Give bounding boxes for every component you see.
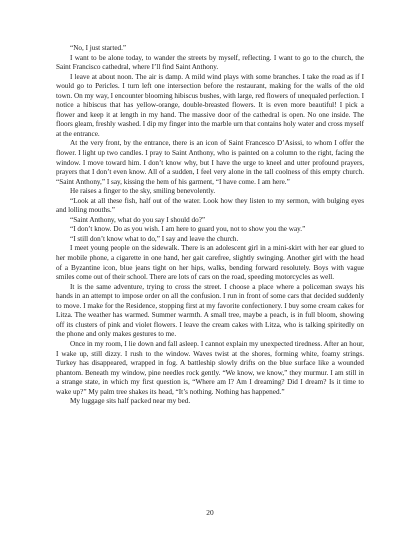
paragraph: My luggage sits half packed near my bed. (70, 397, 191, 406)
page-number: 20 (206, 508, 214, 517)
body-text (56, 44, 364, 407)
paragraph: I meet young people on the sidewalk. There is an adolescent girl in a mini-skirt with her ear glued to her mobile phone, a cigarette in one hand, her gait carefree, slightly swinging. Another girl with the head of a Byzantine icon, blue jeans tight on her hips, walks, bending forward resolutely. Boys with vague smiles come out of their school. There are lots of cars on the road, speeding motorcycles as well. (56, 244, 364, 282)
paragraph: “No, I just started.” (70, 44, 127, 52)
paragraph: “I don’t know. Do as you wish. I am here to guard you, not to show you the way.” (70, 225, 306, 234)
paragraph: I want to be alone today, to wander the streets by myself, reflecting. I want to go to the church, the Saint Francisco cathedral, where I’ll find Saint Anthony. (56, 53, 364, 72)
paragraph: “Look at all these fish, half out of the water. Look how they listen to my sermon, with bulging eyes and lolling mouths.” (56, 196, 364, 215)
paragraph: At the very front, by the entrance, there is an icon of Saint Francesco D’Asissi, to whom I offer the flower. I light up two candles. I pray to Saint Anthony, who is painted on a column to the right, facing the window. I move toward him. I don’t know why, but I have the urge to kneel and utter profound prayers, prayers that I don’t even know. All of a sudden, I feel very alone in the tall coolness of this empty church. “Saint Anthony,” I say, kissing the hem of his garment, “I have come. I am here.” (56, 139, 364, 186)
paragraph: “I still don’t know what to do,” I say and leave the church. (70, 234, 239, 243)
paragraph: I leave at about noon. The air is damp. A mild wind plays with some branches. I take the road as if I would go to Pericles. I turn left one intersection before the restaurant, making for the walls of the old town. On my way, I encounter blooming hibiscus bushes, with large, red flowers of unequaled perfection. I notice a hibiscus that has yellow-orange, double-breasted flowers. It is even more beautiful! I pick a flower and keep it at length in my hand. The massive door of the cathedral is open. No one inside. The floors gleam, freshly washed. I dip my finger into the marble urn that contains holy water and cross myself at the entrance. (56, 72, 364, 138)
paragraph: It is the same adventure, trying to cross the street. I choose a place where a policeman sways his hands in an attempt to impose order on all the confusion. I run in front of some cars that decided suddenly to move. I make for the Residence, stopping first at my favorite confectionery. I buy some cream cakes for Litza. The weather has warmed. Summer warmth. A small tree, maybe a peach, is in full bloom, showing off its clusters of pink and violet flowers. I leave the cream cakes with Litza, who is talking spiritedly on the phone and only makes gestures to me. (56, 282, 364, 339)
paragraph: He raises a finger to the sky, smiling benevolently. (70, 187, 216, 196)
paragraph: “Saint Anthony, what do you say I should do?” (70, 215, 206, 224)
paragraph: Once in my room, I lie down and fall asleep. I cannot explain my unexpected tiredness. After an hour, I wake up, still dizzy. I rush to the window. Waves twist at the shores, forming white, foamy strings. Turkey has disappeared, wrapped in fog. A battleship slowly drifts on the blue surface like a wounded phantom. Beneath my window, pine needles rock gently. “We know, we know,” they murmur. I am still in a strange state, in which my first question is, “Where am I? Am I dreaming? Did I dream? Is it time to wake up?” My palm tree shakes its head, “It’s nothing. Nothing has happened.” (56, 339, 364, 396)
